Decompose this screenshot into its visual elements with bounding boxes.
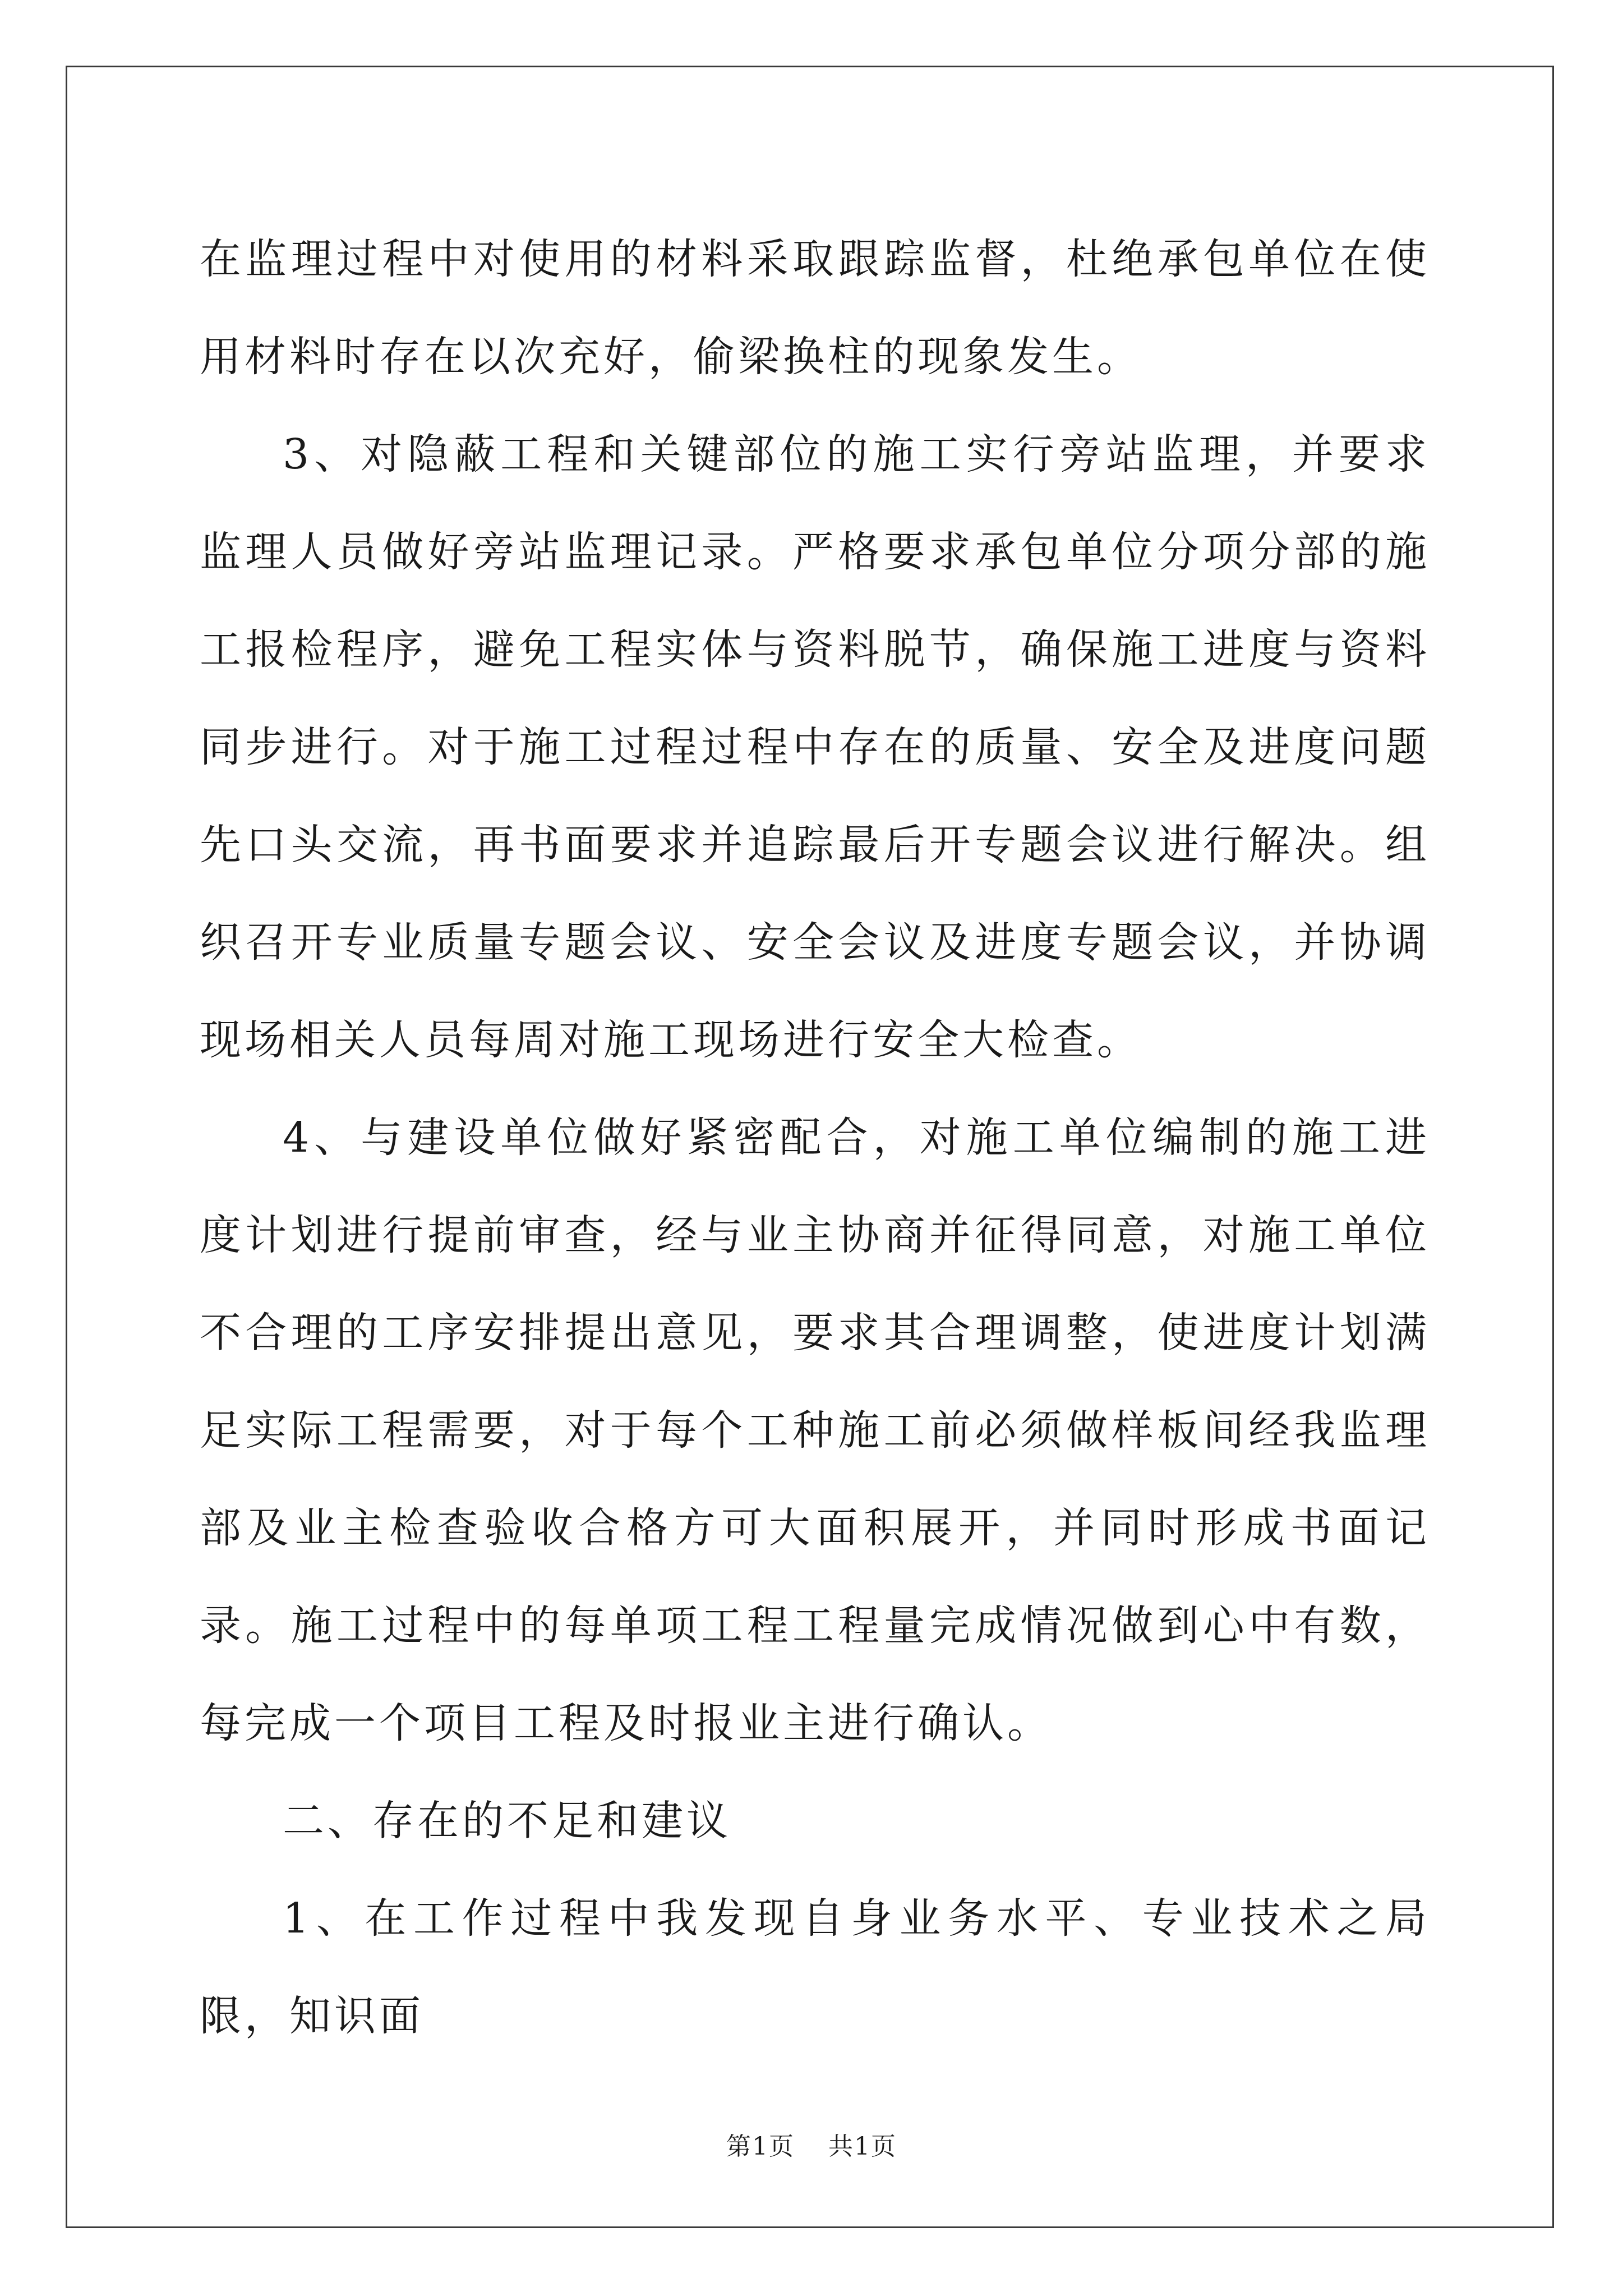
paragraph-3: 4、与建设单位做好紧密配合，对施工单位编制的施工进度计划进行提前审查，经与业主协商并征得同意，对施工单位不合理的工序安排提出意见，要求其合理调整，使进度计划满足实际工程需要，对于每个工种施工前必须做样板间经我监理部及业主检查验收合格方可大面积展开，并同时形成书面记录。施工过程中的每单项工程工程量完成情况做到心中有数，每完成一个项目工程及时报业主进行确认。 — [200, 1114, 1430, 1747]
section-heading: 二、存在的不足和建议 — [283, 1797, 731, 1845]
page-number: 第1页 — [726, 2132, 795, 2161]
page-footer — [0, 2126, 1623, 2162]
paragraph-4: 1、在工作过程中我发现自身业务水平、专业技术之局限，知识面 — [200, 1894, 1430, 2040]
paragraph-1: 在监理过程中对使用的材料采取跟踪监督，杜绝承包单位在使用材料时存在以次充好，偷梁换柱的现象发生。 — [200, 235, 1430, 381]
paragraph-2: 3、对隐蔽工程和关键部位的施工实行旁站监理，并要求监理人员做好旁站监理记录。严格要求承包单位分项分部的施工报检程序，避免工程实体与资料脱节，确保施工进度与资料同步进行。对于施工过程过程中存在的质量、安全及进度问题先口头交流，再书面要求并追踪最后开专题会议进行解决。组织召开专业质量专题会议、安全会议及进度专题会议，并协调现场相关人员每周对施工现场进行安全大检查。 — [200, 430, 1430, 1064]
document-body — [200, 210, 1430, 2065]
page-total: 共1页 — [828, 2132, 897, 2161]
